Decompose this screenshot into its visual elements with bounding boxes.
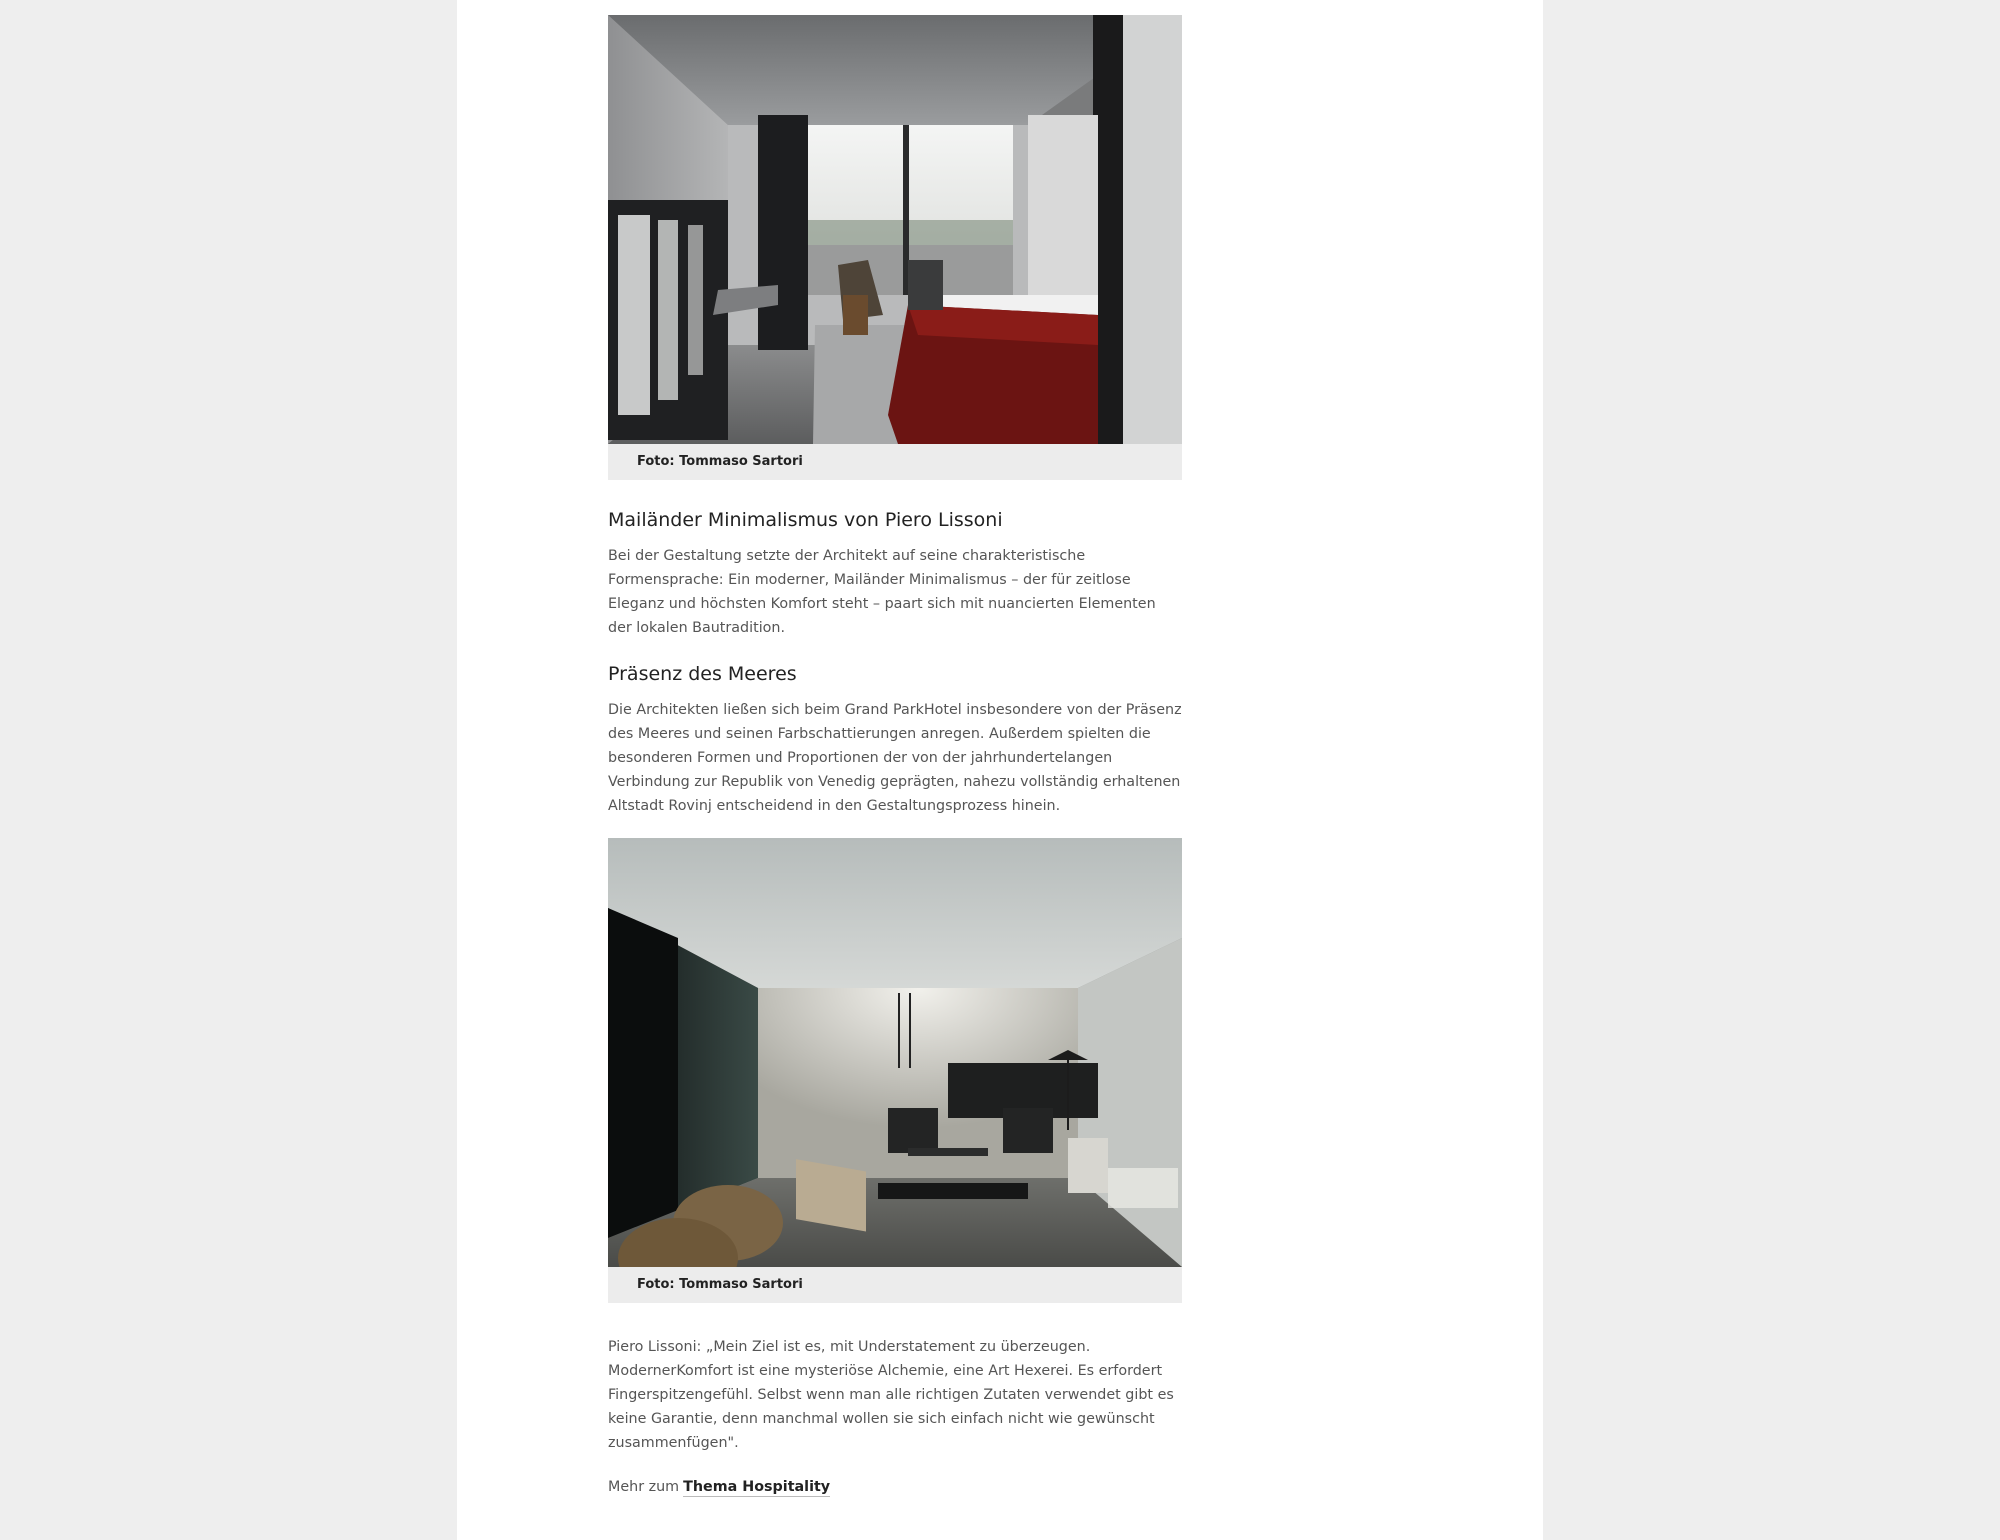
figure-lounge — [608, 838, 1182, 1303]
quote-paragraph: Piero Lissoni: „Mein Ziel ist es, mit Understatement zu überzeugen. ModernerKomfort ist eine mysteriöse Alchemie, eine Art Hexerei. Es erfordert Fingerspitzengefühl. Selbst wenn man alle richtigen Zutaten verwendet gibt es keine Garantie, denn manchmal wollen sie sich einfach nicht wie gewünscht zusammenfügen". — [608, 1339, 1174, 1451]
section-body-meeres: Die Architekten ließen sich beim Grand ParkHotel insbesondere von der Präsenz des Meeres und seinen Farbschattierungen anregen. Außerdem spielten die besonderen Formen und Proportionen der von der jahrhundertelangen Verbindung zur Republik von Venedig geprägten, nahezu vollständig erhaltenen Altstadt Rovinj entscheidend in den Gestaltungsprozess hinein. — [608, 702, 1182, 814]
photo-caption: Foto: Tommaso Sartori — [608, 1267, 1182, 1303]
bedroom-photo — [608, 15, 1182, 444]
lounge-photo — [608, 838, 1182, 1267]
more-line — [608, 1475, 1182, 1499]
thema-hospitality-link[interactable]: Thema Hospitality — [683, 1479, 831, 1495]
section-heading-meeres: Präsenz des Meeres — [608, 663, 797, 685]
section-heading-minimalismus: Mailänder Minimalismus von Piero Lissoni — [608, 509, 1003, 531]
article — [608, 15, 1182, 1499]
figure-bedroom — [608, 15, 1182, 480]
more-prefix: Mehr zum — [608, 1479, 680, 1495]
page-background — [457, 0, 1543, 1540]
photo-caption: Foto: Tommaso Sartori — [608, 444, 1182, 480]
section-body-minimalismus: Bei der Gestaltung setzte der Architekt auf seine charakteristische Formensprache: Ein moderner, Mailänder Minimalismus – der für zeitlose Eleganz und höchsten Komfort steht – paart sich mit nuancierten Elementen der lokalen Bautradition. — [608, 548, 1156, 636]
